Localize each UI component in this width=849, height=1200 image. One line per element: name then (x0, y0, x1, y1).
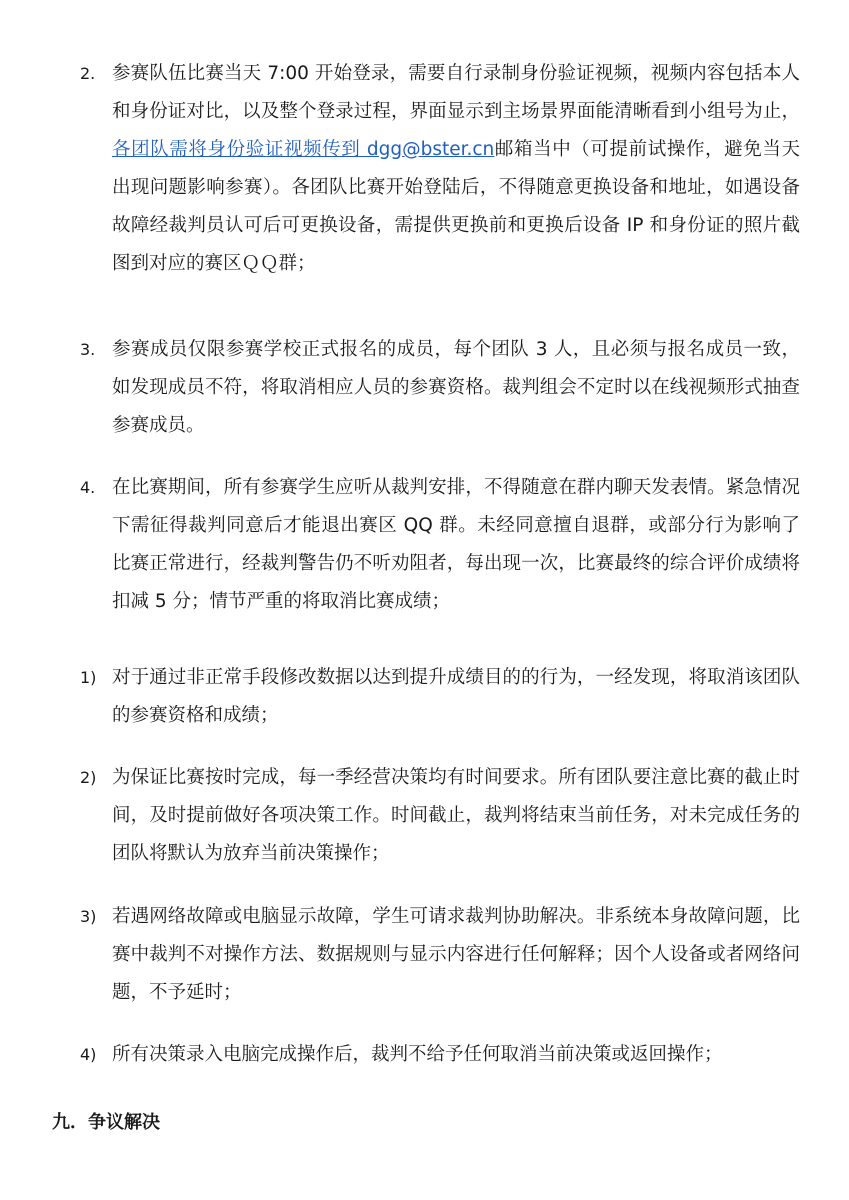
item-text: 若遇网络故障或电脑显示故障，学生可请求裁判协助解决。非系统本身故障问题，比赛中裁判不对操作方法、数据规则与显示内容进行任何解释；因个人设备或者网络问题，不予延时； (112, 906, 800, 1003)
item-number: 3. (80, 340, 96, 359)
item-text: 所有决策录入电脑完成操作后，裁判不给予任何取消当前决策或返回操作； (112, 1044, 723, 1065)
item-number: 4. (80, 478, 96, 497)
email-link[interactable]: 各团队需将身份验证视频传到 dgg@bster.cn (112, 139, 495, 160)
item-text: 在比赛期间，所有参赛学生应听从裁判安排，不得随意在群内聊天发表情。紧急情况下需征得裁判同意后才能退出赛区 QQ 群。未经同意擅自退群，或部分行为影响了比赛正常进行，经裁判警告仍不听劝阻者，每出现一次，比赛最终的综合评价成绩将扣减 5 分；情节严重的将取消比赛成绩； (112, 477, 800, 612)
item-number: 2) (80, 768, 97, 787)
item-number: 4) (80, 1045, 97, 1064)
item-number: 2. (80, 64, 96, 83)
item-text: 对于通过非正常手段修改数据以达到提升成绩目的的行为，一经发现，将取消该团队的参赛资格和成绩； (112, 667, 800, 726)
section-heading: 九．争议解决 (52, 1112, 160, 1133)
item-text-part: 邮箱当中（可提前试操作，避免当天出现问题影响参赛）。各团队比赛开始登陆后，不得随意更换设备和地址，如遇设备故障经裁判员认可后可更换设备，需提供更换前和更换后设备 IP 和身份证的照片截图到对应的赛区ＱＱ群； (112, 139, 800, 274)
item-number: 3) (80, 907, 97, 926)
item-text (112, 55, 800, 283)
item-text: 为保证比赛按时完成，每一季经营决策均有时间要求。所有团队要注意比赛的截止时间，及时提前做好各项决策工作。时间截止，裁判将结束当前任务，对未完成任务的团队将默认为放弃当前决策操作； (112, 767, 800, 864)
item-number: 1) (80, 668, 97, 687)
item-text-part: 参赛队伍比赛当天 7:00 开始登录，需要自行录制身份验证视频，视频内容包括本人和身份证对比，以及整个登录过程，界面显示到主场景界面能清晰看到小组号为止， (112, 63, 800, 122)
item-text: 参赛成员仅限参赛学校正式报名的成员，每个团队 3 人，且必须与报名成员一致，如发现成员不符，将取消相应人员的参赛资格。裁判组会不定时以在线视频形式抽查参赛成员。 (112, 339, 800, 436)
